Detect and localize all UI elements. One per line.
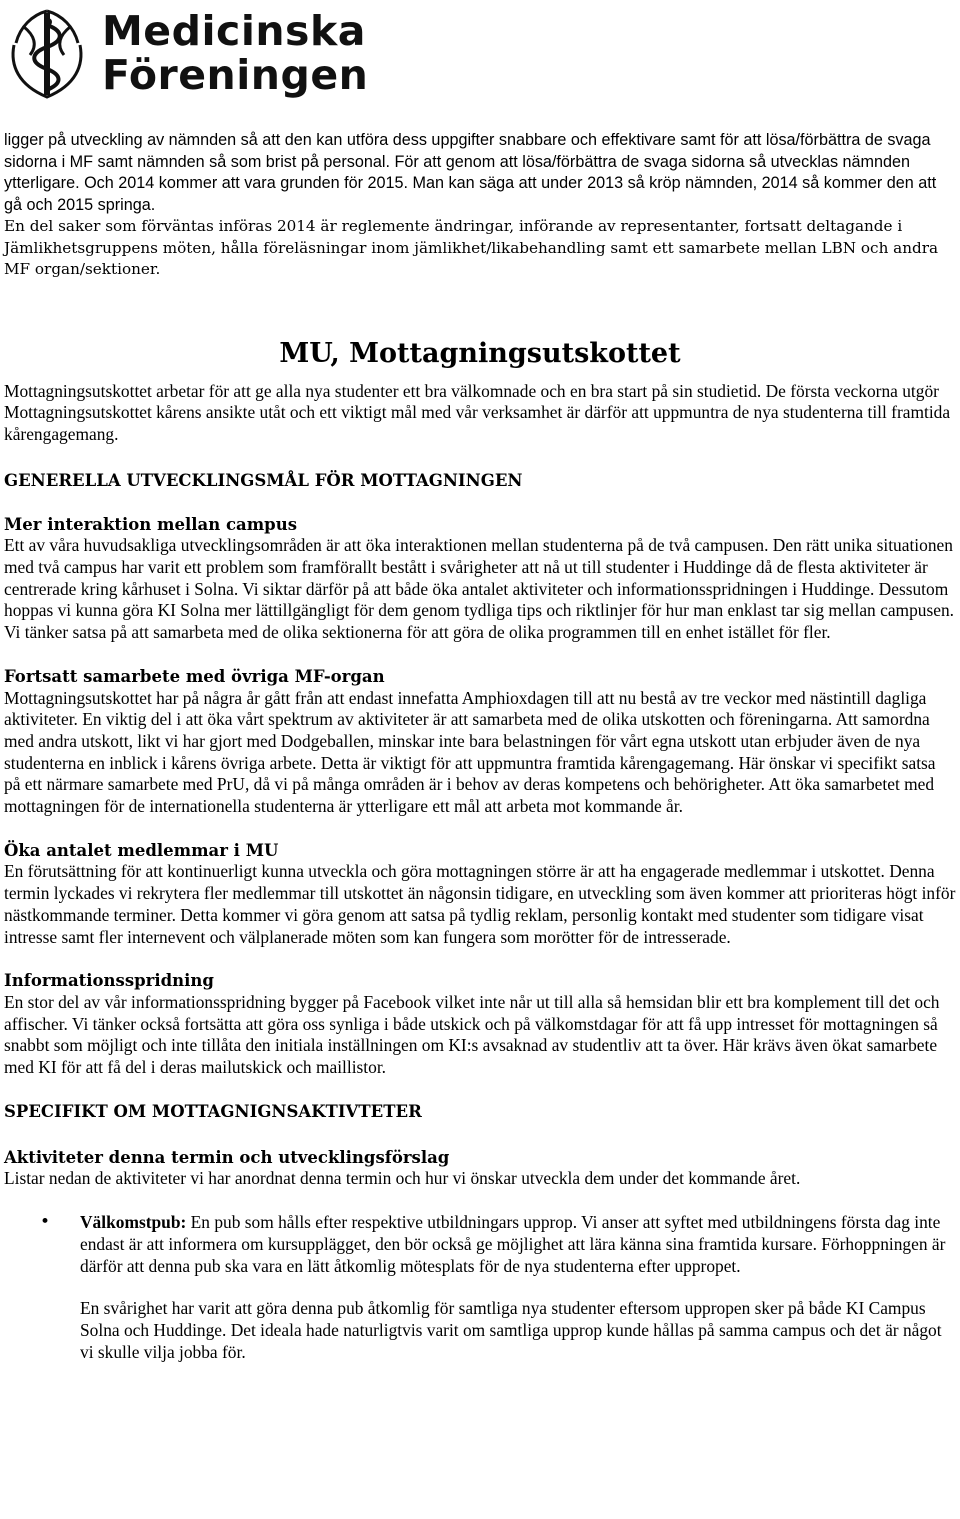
- activities-title: Aktiviteter denna termin och utvecklingsförslag: [4, 1147, 450, 1167]
- caduceus-emblem-icon: [4, 5, 90, 101]
- section-title: MU, Mottagningsutskottet: [279, 337, 681, 369]
- list-item-extra: En svårighet har varit att göra denna pub åtkomlig för samtliga nya studenter eftersom uppropen sker på både KI Campus Solna och Huddinge. Det ideala hade naturligtvis varit om samtliga upprop kunde hållas på samma campus och det är något vi skulle vilja jobba för.: [80, 1298, 942, 1362]
- list-item: [4, 1212, 956, 1363]
- goal-text-3: En förutsättning för att kontinuerligt kunna utveckla och göra mottagningen större är att ha engagerade medlemmar i utskottet. Denna termin lyckades vi rekrytera fler medlemmar till utskottet än någonsin tidigare, en utveckling som även kommer att prioriteras högt inför nästkommande terminer. Detta kommer vi göra genom att satsa på tydlig reklam, personlig kontakt med studenter som tidigare visat intresse samt fler internevent och välplanerade möten som kan fungera som morötter för de intresserade.: [4, 861, 956, 947]
- goal-text-1: Ett av våra huvudsakliga utvecklingsområden är att öka interaktionen mellan studenterna på de två campusen. Den rätt unika situationen med två campus har varit ett problem som framförallt bestått i svårigheter att nå ut till studenter i Huddinge då de flesta aktiviteter är centrerade kring kårhuset i Solna. Vi siktar därför på att både öka antalet aktiviteter och informationsspridningen i Huddinge. Dessutom hoppas vi kunna göra KI Solna mer lättillgängligt för dem genom tydliga tips och riktlinjer för hur man enklast tar sig mellan campusen. Vi tänker satsa på att samarbeta med de olika sektionerna för att göra de olika programmen till en enhet istället för fler.: [4, 535, 954, 643]
- activities-list: [4, 1212, 956, 1363]
- goal-title-2: Fortsatt samarbete med övriga MF-organ: [4, 666, 385, 686]
- goal-title-4: Informationsspridning: [4, 971, 214, 991]
- list-item-body: En pub som hålls efter respektive utbildningars upprop. Vi anser att syftet med utbildningens första dag inte endast är att informera om kursupplägget, den bör också ge möjlighet att lära känna sina framtida kursare. Förhoppningen är därför att denna pub ska vara en lätt åtkomlig mötesplats för de nya studenterna efter uppropet.: [80, 1212, 946, 1276]
- logo-line-1: Medicinska: [102, 7, 366, 55]
- logo: [4, 2, 369, 104]
- section-intro: Mottagningsutskottet arbetar för att ge alla nya studenter ett bra välkomnade och en bra start på sin studietid. De första veckorna utgör Mottagningsutskottet kårens ansikte utåt och ett viktigt mål med vår verksamhet är därför att uppmuntra de nya studenterna till framtida kårengagemang.: [4, 380, 951, 444]
- goal-title-3: Öka antalet medlemmar i MU: [4, 840, 279, 860]
- list-item-lead: Välkomstpub:: [80, 1212, 187, 1233]
- goal-title-1: Mer interaktion mellan campus: [4, 514, 297, 534]
- heading-specific: SPECIFIKT OM MOTTAGNIGNSAKTIVTETER: [4, 1101, 422, 1121]
- intro-paragraph-b: En del saker som förväntas införas 2014 är reglemente ändringar, införande av representanter, fortsatt deltagande i Jämlikhetsgruppens möten, hålla föreläsningar inom jämlikhet/likabehandling samt ett samarbete mellan LBN och andra MF organ/sektioner.: [4, 217, 939, 278]
- goal-text-4: En stor del av vår informationsspridning bygger på Facebook vilket inte når ut till alla så hemsidan blir ett bra komplement till det och affischer. Vi tänker också fortsätta att göra oss synliga i både utskick och på välkomstdagar för att få upp intresset för mottagningen så snabbt som möjligt och inte tillåta den initiala inställningen om KI:s avsaknad av studentliv att ta över. Här krävs även ökat samarbete med KI för att få del i deras mailutskick och maillistor.: [4, 991, 940, 1078]
- logo-wordmark: [102, 9, 368, 97]
- activities-intro: Listar nedan de aktiviteter vi har anordnat denna termin och hur vi önskar utveckla dem under det kommande året.: [4, 1168, 801, 1189]
- goal-text-2: Mottagningsutskottet har på några år gått från att endast innefatta Amphioxdagen till att nu bestå av tre veckor med nästintill dagliga aktiviteter. En viktig del i att öka vårt spektrum av aktiviteter är att samarbeta med de olika utskotten och föreningarna. Att samordna med andra utskott, likt vi har gjort med Dodgeballen, minskar inte bara belastningen för vårt egna utskott utan erbjuder även de nya studenterna en inblick i kårens övriga arbete. Detta är viktigt för att uppmuntra framtida kårengagemang. Här önskar vi specifikt satsa på ett närmare samarbete med PrU, då vi på många områden är i behov av deras kompetens och behörigheter. Att öka samarbetet med mottagningen för de internationella studenterna är ytterligare ett mål att arbeta mot kommande år.: [4, 687, 936, 817]
- document-body: [4, 130, 956, 1363]
- bullet-icon: •: [40, 1212, 51, 1233]
- intro-paragraph-a: ligger på utveckling av nämnden så att den kan utföra dess uppgifter snabbare och effektivare samt för att lösa/förbättra de svaga sidorna i MF samt nämnden så som brist på personal. För att genom att lösa/förbättra de svaga sidorna så utvecklas nämnden ytterligare. Och 2014 kommer att vara grunden för 2015. Man kan säga att under 2013 så kröp nämnden, 2014 så kommer den att gå och 2015 springa.: [4, 131, 937, 214]
- list-item-text: [80, 1212, 956, 1277]
- heading-goals: GENERELLA UTVECKLINGSMÅL FÖR MOTTAGNINGEN: [4, 470, 523, 490]
- logo-line-2: Föreningen: [102, 51, 369, 99]
